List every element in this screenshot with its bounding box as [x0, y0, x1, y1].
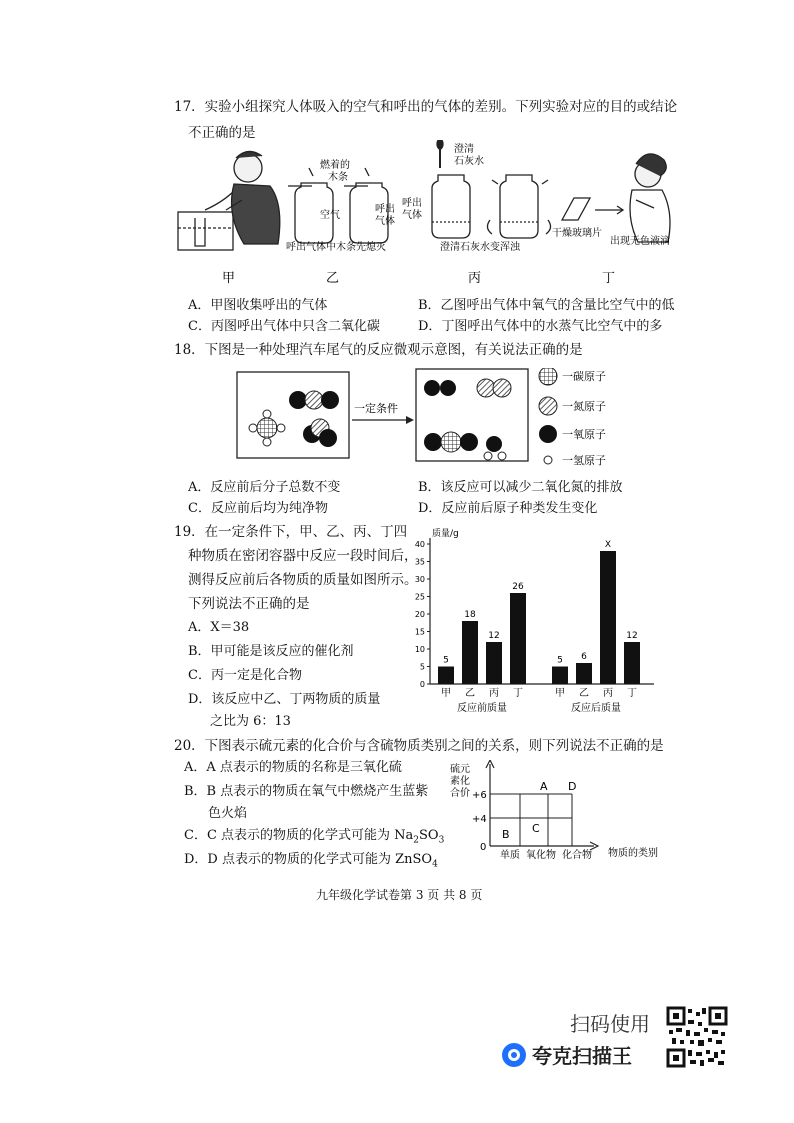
diagram-ylabel-2: 素化 [450, 776, 470, 787]
y-tick-label: 10 [414, 645, 425, 654]
y-tick-label: 40 [414, 540, 425, 549]
fig-bing-gas: 呼出 [402, 198, 422, 209]
diagram-plus4: +4 [472, 814, 487, 825]
qr-code-icon[interactable] [666, 1006, 728, 1068]
bar-value-label: 12 [626, 631, 638, 641]
fig-label-yi: 乙 [326, 271, 340, 286]
diagram-zero: 0 [480, 842, 487, 853]
point-d: D [568, 780, 577, 793]
q18-option-d: D．反应前后原子种类发生变化 [418, 501, 598, 516]
fig-bing-reagent-2: 石灰水 [454, 156, 484, 167]
q20-stem: 20．下图表示硫元素的化合价与含硫物质类别之间的关系，则下列说法不正确的是 [174, 738, 664, 754]
x-category-label: 丙 [603, 688, 613, 699]
fig-yi-exhaled-2: 气体 [375, 216, 395, 227]
bar-value-label: 18 [464, 610, 476, 620]
x-category-label: 乙 [579, 688, 589, 699]
page-footer: 九年级化学试卷第 3 页 共 8 页 [316, 888, 483, 902]
fig-bing-caption: 澄清石灰水变浑浊 [440, 242, 520, 253]
x-category-label: 丁 [627, 688, 637, 699]
diagram-xlabel: 物质的类别 [608, 848, 658, 859]
fig-yi-air: 空气 [320, 210, 340, 221]
fig-bing-gas-2: 气体 [402, 210, 422, 221]
diagram-ylabel-3: 合价 [450, 788, 470, 799]
fig-yi-top-label: 燃着的 [320, 160, 350, 171]
q19-stem-3: 测得反应前后各物质的质量如图所示。 [188, 572, 418, 588]
brand-name: 夸克扫描王 [532, 1044, 632, 1068]
point-c: C [532, 822, 540, 835]
bar [438, 667, 454, 685]
q19-stem-2: 种物质在密闭容器中反应一段时间后， [188, 548, 418, 564]
diagram-ylabel: 硫元 [450, 764, 470, 775]
x-category-label: 丁 [513, 688, 523, 699]
q18-condition: 一定条件 [354, 402, 398, 415]
q19-stem-1: 19．在一定条件下，甲、乙、丙、丁四 [174, 524, 408, 540]
q20-option-c: C．C 点表示的物质的化学式可能为 $Na_2SO_3$ [184, 828, 445, 846]
legend-nitrogen: 一氮原子 [562, 400, 606, 413]
product-molecules [424, 379, 511, 460]
brand-logo [502, 1040, 632, 1069]
point-a: A [540, 780, 548, 793]
bar-value-label: 12 [488, 631, 500, 641]
fig-label-bing: 丙 [468, 271, 482, 286]
fig-yi-caption: 呼出气体中木条先熄灭 [286, 242, 386, 253]
legend-carbon: 一碳原子 [562, 370, 606, 383]
q18-option-b: B．该反应可以减少二氧化氮的排放 [418, 480, 623, 495]
diagram-x-oxide: 氧化物 [526, 850, 556, 861]
q17-stem-2: 不正确的是 [188, 125, 256, 141]
series-label: 反应后质量 [571, 703, 621, 714]
q18-legend [539, 368, 557, 464]
q17-option-b: B．乙图呼出气体中氧气的含量比空气中的低 [418, 298, 675, 313]
diagram-x-elemental: 单质 [500, 850, 520, 861]
reactant-molecules [249, 391, 339, 447]
diagram-plus6: +6 [472, 790, 487, 801]
q17-option-a: A．甲图收集呼出的气体 [188, 298, 328, 313]
q18-option-a: A．反应前后分子总数不变 [188, 480, 341, 495]
bar-value-label: X [604, 540, 612, 550]
q17-stem: 17．实验小组探究人体吸入的空气和呼出的气体的差别。下列实验对应的目的或结论 [174, 99, 678, 115]
x-category-label: 甲 [441, 688, 451, 699]
q19-option-b: B．甲可能是该反应的催化剂 [188, 644, 354, 659]
q19-option-a: A．X＝38 [188, 620, 250, 635]
fig-label-jia: 甲 [222, 271, 236, 286]
bar-value-label: 5 [443, 655, 449, 666]
x-category-label: 丙 [489, 688, 499, 699]
q19-stem-4: 下列说法不正确的是 [188, 596, 310, 612]
fig-ding-glass: 干燥玻璃片 [552, 228, 602, 239]
q19-option-d: D．该反应中乙、丁两物质的质量 [188, 692, 381, 707]
y-tick-label: 35 [414, 557, 425, 567]
bar [510, 593, 526, 684]
bar [624, 642, 640, 684]
q17-option-c: C．丙图呼出气体中只含二氧化碳 [188, 319, 380, 334]
bar [600, 551, 616, 684]
y-axis-label: 质量/g [432, 529, 459, 539]
fig-ding-caption: 出现无色液滴 [610, 236, 670, 247]
q19-option-d-2: 之比为 6：13 [210, 714, 291, 729]
series-label: 反应前质量 [457, 703, 507, 714]
fig-jia-person [178, 151, 280, 250]
y-tick-label: 30 [414, 575, 425, 584]
y-tick-label: 5 [419, 662, 425, 672]
fig-bing-bottles [432, 140, 551, 238]
diagram-x-compound: 化合物 [562, 850, 592, 861]
q20-option-b: B．B 点表示的物质在氧气中燃烧产生蓝紫 [184, 784, 429, 799]
legend-hydrogen: 一氢原子 [562, 454, 606, 467]
q20-option-b-2: 色火焰 [208, 806, 248, 821]
bar [462, 621, 478, 684]
legend-oxygen: 一氧原子 [562, 428, 606, 441]
bar [576, 663, 592, 684]
y-tick-label: 15 [414, 627, 425, 637]
x-category-label: 甲 [555, 688, 565, 699]
q18-option-c: C．反应前后均为纯净物 [188, 501, 328, 516]
q18-stem: 18．下图是一种处理汽车尾气的反应微观示意图，有关说法正确的是 [174, 342, 583, 358]
fig-yi-top-label-2: 木条 [328, 172, 348, 183]
bar [552, 667, 568, 685]
scan-text: 扫码使用 [570, 1012, 650, 1036]
q20-option-a: A．A 点表示的物质的名称是三氧化硫 [184, 760, 402, 775]
y-tick-label: 25 [414, 592, 425, 602]
q17-figure [170, 140, 680, 290]
q19-bar-chart [406, 526, 668, 716]
q17-option-d: D．丁图呼出气体中的水蒸气比空气中的多 [418, 319, 663, 334]
fig-yi-exhaled: 呼出 [375, 204, 395, 215]
y-tick-label: 20 [414, 610, 425, 619]
q18-diagram [236, 368, 616, 468]
q20-valence-diagram [444, 760, 670, 862]
quark-logo-icon [502, 1043, 526, 1067]
q20-option-d: D．D 点表示的物质的化学式可能为 ZnSO$_4$ [184, 852, 438, 870]
bar [486, 642, 502, 684]
point-b: B [502, 828, 510, 841]
q19-option-c: C．丙一定是化合物 [188, 668, 302, 683]
bar-value-label: 5 [557, 655, 563, 666]
fig-label-ding: 丁 [602, 271, 616, 286]
fig-bing-reagent: 澄清 [454, 144, 474, 155]
y-tick-label: 0 [419, 680, 425, 689]
bar-value-label: 26 [512, 582, 524, 592]
bar-value-label: 6 [581, 652, 587, 662]
x-category-label: 乙 [465, 688, 475, 699]
